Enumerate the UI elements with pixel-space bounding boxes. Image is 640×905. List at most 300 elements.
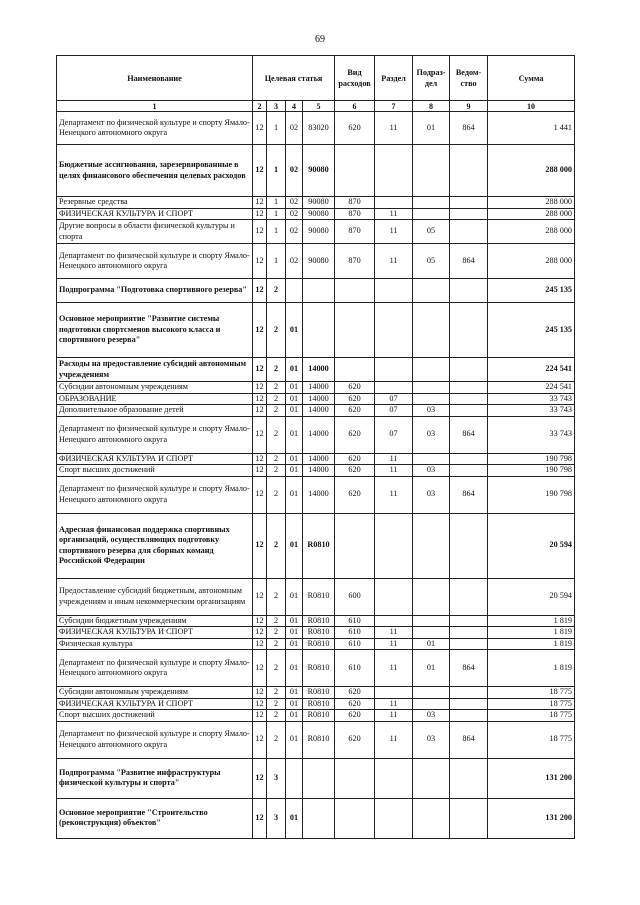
- expense-type-cell: [335, 798, 375, 838]
- section-code-cell: 07: [375, 405, 413, 417]
- subsection-code-cell: [413, 358, 450, 382]
- subsection-code-cell: 01: [413, 112, 450, 145]
- subsection-code-cell: [413, 578, 450, 615]
- table-row: [57, 303, 575, 358]
- expense-type-cell: 620: [335, 710, 375, 722]
- section-code-cell: 11: [375, 220, 413, 244]
- target-program-cell: 12: [253, 220, 267, 244]
- row-name-cell: Спорт высших достижений: [57, 465, 253, 477]
- subsection-code-cell: [413, 208, 450, 220]
- department-code-cell: [450, 393, 488, 405]
- subsection-code-cell: 05: [413, 244, 450, 279]
- table-row: [57, 416, 575, 453]
- expense-type-cell: [335, 513, 375, 578]
- amount-cell: 190 798: [488, 476, 575, 513]
- amount-cell: 1 819: [488, 615, 575, 627]
- target-direction-cell: R0810: [303, 687, 335, 699]
- department-code-cell: [450, 627, 488, 639]
- row-name-cell: ФИЗИЧЕСКАЯ КУЛЬТУРА И СПОРТ: [57, 453, 253, 465]
- target-activity-cell: 01: [286, 465, 303, 477]
- target-activity-cell: 01: [286, 687, 303, 699]
- row-name-cell: Бюджетные ассигнования, зарезервированные в целях финансового обеспечения целевых расходов: [57, 145, 253, 197]
- department-code-cell: [450, 279, 488, 303]
- column-number: 4: [286, 101, 303, 112]
- subsection-code-cell: 03: [413, 416, 450, 453]
- target-subprogram-cell: 2: [267, 393, 286, 405]
- header-target-article: Целевая статья: [253, 56, 335, 101]
- amount-cell: 18 775: [488, 710, 575, 722]
- target-program-cell: 12: [253, 798, 267, 838]
- expense-type-cell: [335, 758, 375, 798]
- target-activity-cell: 01: [286, 405, 303, 417]
- column-number: 2: [253, 101, 267, 112]
- table-header-row: [57, 56, 575, 101]
- target-program-cell: 12: [253, 698, 267, 710]
- amount-cell: 131 200: [488, 758, 575, 798]
- section-code-cell: 11: [375, 638, 413, 650]
- row-name-cell: Подпрограмма "Подготовка спортивного резерва": [57, 279, 253, 303]
- target-activity-cell: 01: [286, 416, 303, 453]
- column-number: 3: [267, 101, 286, 112]
- department-code-cell: [450, 453, 488, 465]
- target-subprogram-cell: 2: [267, 358, 286, 382]
- target-activity-cell: 02: [286, 208, 303, 220]
- section-code-cell: 11: [375, 698, 413, 710]
- target-subprogram-cell: 2: [267, 721, 286, 758]
- target-program-cell: 12: [253, 208, 267, 220]
- expense-type-cell: 870: [335, 208, 375, 220]
- target-subprogram-cell: 2: [267, 578, 286, 615]
- section-code-cell: 11: [375, 627, 413, 639]
- row-name-cell: Спорт высших достижений: [57, 710, 253, 722]
- amount-cell: 18 775: [488, 687, 575, 699]
- target-direction-cell: 83020: [303, 112, 335, 145]
- target-activity-cell: 01: [286, 382, 303, 394]
- column-numbers-row: [57, 101, 575, 112]
- column-number: 8: [413, 101, 450, 112]
- target-direction-cell: 14000: [303, 416, 335, 453]
- row-name-cell: ОБРАЗОВАНИЕ: [57, 393, 253, 405]
- row-name-cell: ФИЗИЧЕСКАЯ КУЛЬТУРА И СПОРТ: [57, 627, 253, 639]
- table-row: [57, 513, 575, 578]
- target-program-cell: 12: [253, 650, 267, 687]
- section-code-cell: 07: [375, 393, 413, 405]
- target-program-cell: 12: [253, 405, 267, 417]
- section-code-cell: [375, 798, 413, 838]
- expense-type-cell: 620: [335, 393, 375, 405]
- amount-cell: 1 819: [488, 650, 575, 687]
- amount-cell: 288 000: [488, 208, 575, 220]
- target-direction-cell: R0810: [303, 650, 335, 687]
- subsection-code-cell: 01: [413, 650, 450, 687]
- target-activity-cell: 01: [286, 358, 303, 382]
- department-code-cell: [450, 615, 488, 627]
- row-name-cell: Адресная финансовая поддержка спортивных организаций, осуществляющих подготовку спортивного резерва для сборных команд Российской Федерации: [57, 513, 253, 578]
- expense-type-cell: 620: [335, 476, 375, 513]
- target-direction-cell: [303, 303, 335, 358]
- target-program-cell: 12: [253, 627, 267, 639]
- expense-type-cell: [335, 358, 375, 382]
- row-name-cell: Субсидии автономным учреждениям: [57, 687, 253, 699]
- target-activity-cell: [286, 279, 303, 303]
- department-code-cell: [450, 513, 488, 578]
- department-code-cell: [450, 710, 488, 722]
- table-row: [57, 197, 575, 209]
- header-subsection: Подраз-дел: [413, 56, 450, 101]
- section-code-cell: [375, 145, 413, 197]
- amount-cell: 33 743: [488, 416, 575, 453]
- target-direction-cell: [303, 798, 335, 838]
- table-row: [57, 615, 575, 627]
- target-subprogram-cell: 3: [267, 758, 286, 798]
- target-program-cell: 12: [253, 513, 267, 578]
- target-direction-cell: 90080: [303, 145, 335, 197]
- amount-cell: 1 819: [488, 638, 575, 650]
- subsection-code-cell: [413, 687, 450, 699]
- target-activity-cell: 01: [286, 710, 303, 722]
- header-amount: Сумма: [488, 56, 575, 101]
- table-row: [57, 208, 575, 220]
- target-activity-cell: 02: [286, 220, 303, 244]
- amount-cell: 288 000: [488, 220, 575, 244]
- amount-cell: 190 798: [488, 453, 575, 465]
- section-code-cell: [375, 279, 413, 303]
- target-direction-cell: R0810: [303, 627, 335, 639]
- row-name-cell: Субсидии бюджетным учреждениям: [57, 615, 253, 627]
- expense-type-cell: 610: [335, 615, 375, 627]
- expense-type-cell: 600: [335, 578, 375, 615]
- target-activity-cell: 02: [286, 197, 303, 209]
- department-code-cell: [450, 687, 488, 699]
- table-row: [57, 476, 575, 513]
- target-subprogram-cell: 2: [267, 710, 286, 722]
- department-code-cell: 864: [450, 650, 488, 687]
- target-subprogram-cell: 2: [267, 698, 286, 710]
- subsection-code-cell: 03: [413, 710, 450, 722]
- target-activity-cell: 01: [286, 393, 303, 405]
- row-name-cell: Подпрограмма "Развитие инфраструктуры физической культуры и спорта": [57, 758, 253, 798]
- row-name-cell: Основное мероприятие "Развитие системы подготовки спортсменов высокого класса и спортивного резерва": [57, 303, 253, 358]
- section-code-cell: 11: [375, 208, 413, 220]
- header-name: Наименование: [57, 56, 253, 101]
- department-code-cell: [450, 698, 488, 710]
- target-activity-cell: 01: [286, 578, 303, 615]
- department-code-cell: 864: [450, 244, 488, 279]
- expense-type-cell: 870: [335, 197, 375, 209]
- target-subprogram-cell: 2: [267, 627, 286, 639]
- amount-cell: 18 775: [488, 698, 575, 710]
- amount-cell: 224 541: [488, 358, 575, 382]
- amount-cell: 33 743: [488, 393, 575, 405]
- table-row: [57, 758, 575, 798]
- table-row: [57, 710, 575, 722]
- amount-cell: 18 775: [488, 721, 575, 758]
- subsection-code-cell: [413, 698, 450, 710]
- target-activity-cell: 02: [286, 112, 303, 145]
- target-subprogram-cell: 2: [267, 687, 286, 699]
- column-number: 9: [450, 101, 488, 112]
- table-row: [57, 220, 575, 244]
- table-row: [57, 393, 575, 405]
- subsection-code-cell: [413, 513, 450, 578]
- department-code-cell: [450, 382, 488, 394]
- target-program-cell: 12: [253, 710, 267, 722]
- target-activity-cell: 01: [286, 627, 303, 639]
- row-name-cell: Департамент по физической культуре и спорту Ямало-Ненецкого автономного округа: [57, 721, 253, 758]
- department-code-cell: [450, 465, 488, 477]
- target-program-cell: 12: [253, 393, 267, 405]
- target-subprogram-cell: 2: [267, 382, 286, 394]
- target-program-cell: 12: [253, 476, 267, 513]
- department-code-cell: [450, 638, 488, 650]
- section-code-cell: 11: [375, 453, 413, 465]
- target-direction-cell: 14000: [303, 476, 335, 513]
- section-code-cell: 07: [375, 416, 413, 453]
- department-code-cell: [450, 303, 488, 358]
- target-direction-cell: 90080: [303, 220, 335, 244]
- target-direction-cell: 14000: [303, 453, 335, 465]
- department-code-cell: [450, 578, 488, 615]
- target-direction-cell: [303, 758, 335, 798]
- amount-cell: 288 000: [488, 145, 575, 197]
- amount-cell: 245 135: [488, 303, 575, 358]
- target-program-cell: 12: [253, 303, 267, 358]
- target-program-cell: 12: [253, 721, 267, 758]
- department-code-cell: 864: [450, 416, 488, 453]
- target-direction-cell: R0810: [303, 513, 335, 578]
- target-program-cell: 12: [253, 416, 267, 453]
- target-subprogram-cell: 1: [267, 208, 286, 220]
- target-program-cell: 12: [253, 687, 267, 699]
- table-row: [57, 698, 575, 710]
- header-expense-type: Вид расходов: [335, 56, 375, 101]
- amount-cell: 131 200: [488, 798, 575, 838]
- target-subprogram-cell: 2: [267, 405, 286, 417]
- target-activity-cell: 02: [286, 145, 303, 197]
- table-row: [57, 798, 575, 838]
- row-name-cell: Расходы на предоставление субсидий автономным учреждениям: [57, 358, 253, 382]
- target-direction-cell: 14000: [303, 358, 335, 382]
- subsection-code-cell: [413, 615, 450, 627]
- subsection-code-cell: [413, 393, 450, 405]
- subsection-code-cell: 03: [413, 465, 450, 477]
- expense-type-cell: 870: [335, 244, 375, 279]
- target-subprogram-cell: 2: [267, 279, 286, 303]
- column-number: 6: [335, 101, 375, 112]
- table-row: [57, 465, 575, 477]
- target-subprogram-cell: 2: [267, 303, 286, 358]
- expense-type-cell: [335, 145, 375, 197]
- table-row: [57, 650, 575, 687]
- target-program-cell: 12: [253, 382, 267, 394]
- amount-cell: 20 594: [488, 513, 575, 578]
- target-subprogram-cell: 2: [267, 416, 286, 453]
- expense-type-cell: 620: [335, 465, 375, 477]
- row-name-cell: Субсидии автономным учреждениям: [57, 382, 253, 394]
- target-activity-cell: 01: [286, 303, 303, 358]
- section-code-cell: 11: [375, 244, 413, 279]
- table-row: [57, 279, 575, 303]
- row-name-cell: ФИЗИЧЕСКАЯ КУЛЬТУРА И СПОРТ: [57, 698, 253, 710]
- table-row: [57, 145, 575, 197]
- table-row: [57, 721, 575, 758]
- target-subprogram-cell: 1: [267, 112, 286, 145]
- target-program-cell: 12: [253, 279, 267, 303]
- target-program-cell: 12: [253, 758, 267, 798]
- expense-type-cell: 620: [335, 453, 375, 465]
- expense-type-cell: 620: [335, 721, 375, 758]
- row-name-cell: Резервные средства: [57, 197, 253, 209]
- section-code-cell: 11: [375, 650, 413, 687]
- section-code-cell: 11: [375, 721, 413, 758]
- department-code-cell: [450, 798, 488, 838]
- target-program-cell: 12: [253, 453, 267, 465]
- section-code-cell: [375, 687, 413, 699]
- table-row: [57, 244, 575, 279]
- subsection-code-cell: [413, 279, 450, 303]
- subsection-code-cell: [413, 197, 450, 209]
- column-number: 10: [488, 101, 575, 112]
- target-direction-cell: R0810: [303, 615, 335, 627]
- target-activity-cell: [286, 758, 303, 798]
- department-code-cell: [450, 220, 488, 244]
- expense-type-cell: 610: [335, 650, 375, 687]
- table-row: [57, 627, 575, 639]
- amount-cell: 288 000: [488, 197, 575, 209]
- subsection-code-cell: 05: [413, 220, 450, 244]
- target-subprogram-cell: 2: [267, 465, 286, 477]
- section-code-cell: 11: [375, 710, 413, 722]
- department-code-cell: [450, 405, 488, 417]
- target-activity-cell: 01: [286, 650, 303, 687]
- target-subprogram-cell: 1: [267, 197, 286, 209]
- expense-type-cell: 620: [335, 687, 375, 699]
- table-row: [57, 638, 575, 650]
- table-row: [57, 687, 575, 699]
- target-program-cell: 12: [253, 638, 267, 650]
- target-direction-cell: 90080: [303, 244, 335, 279]
- target-program-cell: 12: [253, 578, 267, 615]
- row-name-cell: Департамент по физической культуре и спорту Ямало-Ненецкого автономного округа: [57, 650, 253, 687]
- section-code-cell: 11: [375, 476, 413, 513]
- expense-type-cell: [335, 303, 375, 358]
- target-program-cell: 12: [253, 465, 267, 477]
- target-program-cell: 12: [253, 197, 267, 209]
- target-direction-cell: [303, 279, 335, 303]
- section-code-cell: [375, 197, 413, 209]
- target-subprogram-cell: 1: [267, 145, 286, 197]
- table-row: [57, 578, 575, 615]
- target-program-cell: 12: [253, 358, 267, 382]
- section-code-cell: [375, 358, 413, 382]
- amount-cell: 288 000: [488, 244, 575, 279]
- expense-type-cell: 620: [335, 405, 375, 417]
- expense-type-cell: 620: [335, 416, 375, 453]
- subsection-code-cell: 03: [413, 405, 450, 417]
- page-number: 69: [315, 34, 325, 45]
- department-code-cell: 864: [450, 112, 488, 145]
- target-activity-cell: 02: [286, 244, 303, 279]
- target-subprogram-cell: 2: [267, 615, 286, 627]
- column-number: 5: [303, 101, 335, 112]
- target-direction-cell: 14000: [303, 465, 335, 477]
- target-activity-cell: 01: [286, 615, 303, 627]
- subsection-code-cell: [413, 798, 450, 838]
- department-code-cell: [450, 145, 488, 197]
- department-code-cell: 864: [450, 476, 488, 513]
- amount-cell: 245 135: [488, 279, 575, 303]
- budget-table: [56, 55, 575, 839]
- row-name-cell: Департамент по физической культуре и спорту Ямало-Ненецкого автономного округа: [57, 476, 253, 513]
- target-activity-cell: 01: [286, 476, 303, 513]
- subsection-code-cell: [413, 627, 450, 639]
- expense-type-cell: [335, 279, 375, 303]
- target-activity-cell: 01: [286, 798, 303, 838]
- table-row: [57, 382, 575, 394]
- target-activity-cell: 01: [286, 638, 303, 650]
- target-direction-cell: R0810: [303, 710, 335, 722]
- section-code-cell: [375, 758, 413, 798]
- row-name-cell: ФИЗИЧЕСКАЯ КУЛЬТУРА И СПОРТ: [57, 208, 253, 220]
- target-subprogram-cell: 2: [267, 638, 286, 650]
- section-code-cell: 11: [375, 112, 413, 145]
- target-direction-cell: 90080: [303, 197, 335, 209]
- row-name-cell: Другие вопросы в области физической культуры и спорта: [57, 220, 253, 244]
- target-program-cell: 12: [253, 615, 267, 627]
- subsection-code-cell: [413, 145, 450, 197]
- expense-type-cell: 610: [335, 638, 375, 650]
- table-row: [57, 358, 575, 382]
- target-direction-cell: R0810: [303, 721, 335, 758]
- expense-type-cell: 610: [335, 627, 375, 639]
- column-number: 7: [375, 101, 413, 112]
- column-number: 1: [57, 101, 253, 112]
- header-department: Ведом-ство: [450, 56, 488, 101]
- target-direction-cell: 14000: [303, 382, 335, 394]
- row-name-cell: Департамент по физической культуре и спорту Ямало-Ненецкого автономного округа: [57, 416, 253, 453]
- target-subprogram-cell: 2: [267, 453, 286, 465]
- subsection-code-cell: [413, 303, 450, 358]
- row-name-cell: Дополнительное образование детей: [57, 405, 253, 417]
- row-name-cell: Департамент по физической культуре и спорту Ямало-Ненецкого автономного округа: [57, 244, 253, 279]
- target-subprogram-cell: 1: [267, 244, 286, 279]
- subsection-code-cell: [413, 453, 450, 465]
- target-subprogram-cell: 1: [267, 220, 286, 244]
- amount-cell: 190 798: [488, 465, 575, 477]
- target-direction-cell: 90080: [303, 208, 335, 220]
- target-activity-cell: 01: [286, 453, 303, 465]
- section-code-cell: [375, 513, 413, 578]
- department-code-cell: [450, 208, 488, 220]
- section-code-cell: [375, 615, 413, 627]
- target-activity-cell: 01: [286, 721, 303, 758]
- row-name-cell: Основное мероприятие "Строительство (реконструкция) объектов": [57, 798, 253, 838]
- target-direction-cell: R0810: [303, 638, 335, 650]
- subsection-code-cell: 01: [413, 638, 450, 650]
- expense-type-cell: 620: [335, 382, 375, 394]
- section-code-cell: [375, 303, 413, 358]
- amount-cell: 1 819: [488, 627, 575, 639]
- target-subprogram-cell: 2: [267, 476, 286, 513]
- target-subprogram-cell: 3: [267, 798, 286, 838]
- amount-cell: 33 743: [488, 405, 575, 417]
- target-program-cell: 12: [253, 145, 267, 197]
- department-code-cell: 864: [450, 721, 488, 758]
- table-row: [57, 453, 575, 465]
- target-activity-cell: 01: [286, 698, 303, 710]
- subsection-code-cell: [413, 758, 450, 798]
- department-code-cell: [450, 758, 488, 798]
